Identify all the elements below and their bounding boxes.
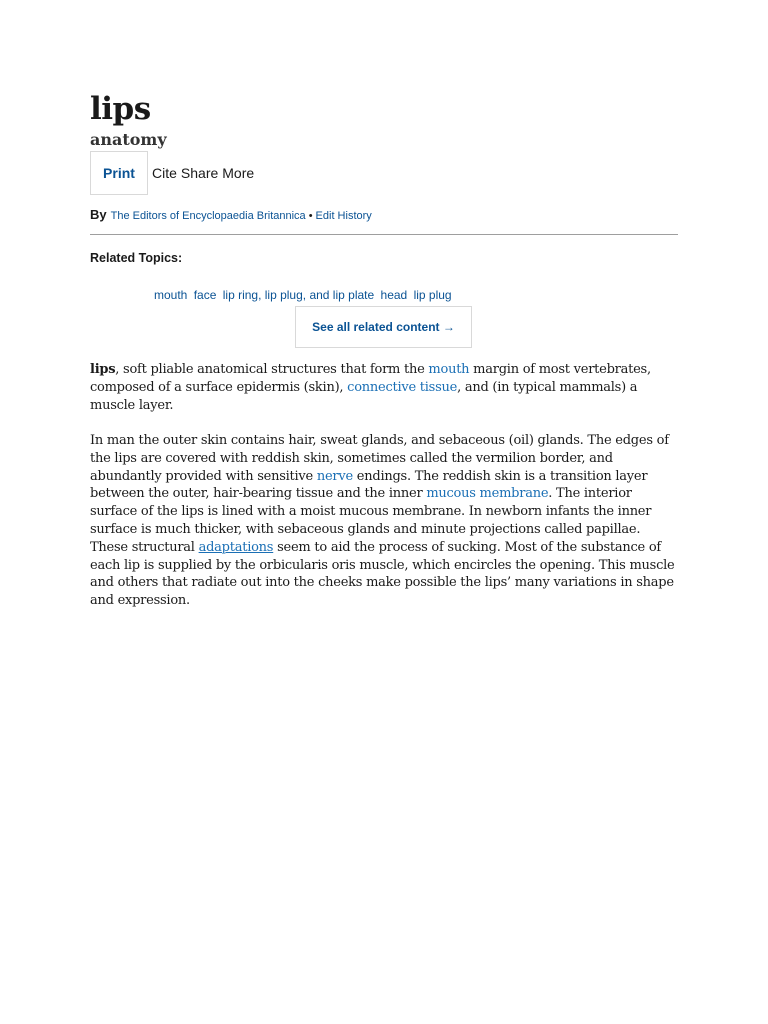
related-topics-list	[154, 288, 455, 302]
paragraph-text: seem to aid the process of sucking. Most of the substance of each lip is supplied by the orbicularis oris muscle, which encircles the opening. This muscle and others that radiate out into the cheeks make possible the lips’ many variations in shape and expression.	[90, 539, 675, 609]
lead-term: lips	[90, 362, 116, 377]
paragraph-text: endings. The reddish skin is a transition layer between the outer, hair-bearing tissue and the inner	[90, 468, 648, 502]
page-title: lips	[90, 91, 151, 127]
divider	[90, 234, 678, 235]
mucous-membrane-link[interactable]: mucous membrane	[426, 486, 549, 502]
related-topic-link[interactable]: head	[380, 288, 408, 302]
author-link[interactable]: The Editors of Encyclopaedia Britannica	[110, 210, 306, 222]
cite-button[interactable]: Cite	[152, 165, 177, 181]
related-topic-link[interactable]: mouth	[154, 288, 188, 302]
related-topics-heading: Related Topics:	[90, 251, 183, 265]
related-topic-link[interactable]: lip plug	[413, 288, 452, 302]
byline-by-label: By	[90, 207, 107, 222]
mouth-link[interactable]: mouth	[428, 362, 470, 377]
share-button[interactable]: Share	[180, 165, 219, 181]
adaptations-link[interactable]: adaptations	[198, 539, 274, 555]
nerve-link[interactable]: nerve	[316, 468, 353, 484]
print-button[interactable]: Print	[90, 151, 148, 195]
connective-tissue-link[interactable]: connective tissue	[347, 379, 458, 395]
related-topic-link[interactable]: lip ring, lip plug, and lip plate	[222, 288, 375, 302]
body-paragraph-2	[90, 432, 680, 610]
paragraph-text: , and (in typical mammals) a muscle layer.	[90, 379, 638, 413]
paragraph-text: , soft pliable anatomical structures that form the	[115, 362, 429, 377]
page-subtitle: anatomy	[90, 130, 167, 149]
byline-separator: •	[308, 210, 313, 222]
paragraph-text: . The interior surface of the lips is lined with a moist mucous membrane. In newborn infants the inner surface is much thicker, with sebaceous glands and minute projections called papillae. These structural	[90, 486, 652, 555]
byline	[90, 207, 372, 224]
more-button[interactable]: More	[222, 165, 255, 181]
see-all-related-button[interactable]: See all related content →	[295, 306, 472, 348]
edit-history-link[interactable]: Edit History	[315, 210, 372, 222]
paragraph-text: margin of most vertebrates, composed of a surface epidermis (skin),	[90, 362, 651, 395]
body-paragraph-1	[90, 361, 680, 414]
paragraph-text: In man the outer skin contains hair, sweat glands, and sebaceous (oil) glands. The edges of the lips are covered with reddish skin, sometimes called the vermilion border, and abundantly provided with sensitive	[90, 433, 669, 484]
related-topic-link[interactable]: face	[193, 288, 217, 302]
article-toolbar	[90, 151, 254, 195]
